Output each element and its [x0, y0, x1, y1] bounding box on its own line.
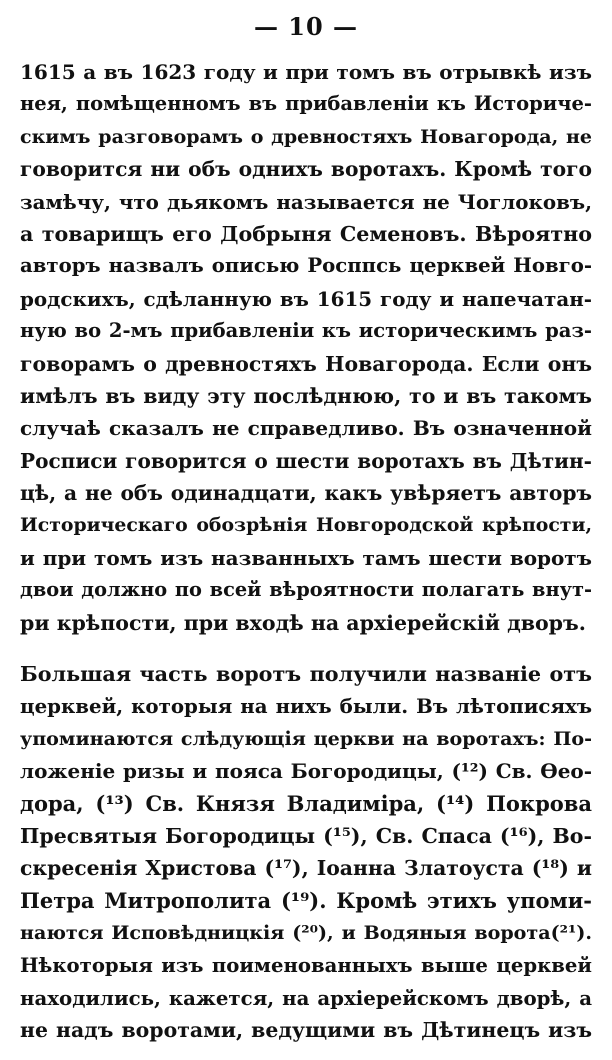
page-number: — 10 —	[253, 12, 359, 41]
paragraph-1	[20, 56, 592, 639]
text-line: цѣ, а не объ одинадцати, какъ увѣряетъ авторъ	[20, 481, 592, 506]
text-line: случаѣ сказалъ не справедливо. Въ означенной	[20, 416, 592, 441]
paragraph-2	[20, 658, 592, 1047]
text-line: имѣлъ въ виду эту послѣднюю, то и въ такомъ	[20, 383, 592, 408]
text-line: ложеніе ризы и пояса Богородицы, (¹²) Св. Ѳео-	[20, 759, 592, 784]
text-line: скимъ разговорамъ о древностяхъ Новагорода, не	[20, 125, 592, 148]
text-line: церквей, которыя на нихъ были. Въ лѣтописяхъ	[20, 694, 592, 719]
text-line: дора, (¹³) Св. Князя Владиміра, (¹⁴) Покрова	[20, 790, 592, 816]
text-line: ную во 2-мъ прибавленіи къ историческимъ раз-	[20, 319, 592, 343]
text-line: родскихъ, сдѣланную въ 1615 году и напечатан-	[20, 286, 592, 311]
text-line: Петра Митрополита (¹⁹). Кромѣ этихъ упоми-	[20, 887, 592, 913]
text-line: авторъ назвалъ описью Росппсь церквей Новго-	[20, 254, 592, 278]
text-line: Росписи говорится о шести воротахъ въ Дѣтин-	[20, 448, 592, 473]
text-line: нея, помѣщенномъ въ прибавленіи къ Историче-	[20, 92, 592, 116]
text-line: ри крѣпости, при входѣ на архіерейскій дворъ.	[20, 610, 586, 635]
text-line: 1615 а въ 1623 году и при томъ въ отрывкѣ изъ	[20, 60, 592, 84]
text-line: Пресвятыя Богородицы (¹⁵), Св. Спаса (¹⁶), Во-	[20, 823, 592, 848]
text-line: не надъ воротами, ведущими въ Дѣтинецъ изъ	[20, 1018, 592, 1043]
text-line: находились, кажется, на архіерейскомъ дворѣ, а	[20, 985, 592, 1010]
text-line: упоминаются слѣдующія церкви на воротахъ: По-	[20, 727, 592, 750]
text-line: а товарищъ его Добрыня Семеновъ. Вѣроятно	[20, 221, 592, 246]
text-line: и при томъ изъ названныхъ тамъ шести воротъ	[20, 545, 592, 570]
text-line: говорамъ о древностяхъ Новагорода. Если онъ	[20, 351, 592, 376]
text-line: Историческаго обозрѣнія Новгородской крѣпости,	[20, 514, 592, 537]
text-line: замѣчу, что дьякомъ называется не Чоглоковъ,	[20, 189, 592, 214]
text-line: наются Исповѣдницкія (²⁰), и Водяныя ворота(²¹).	[20, 922, 592, 945]
text-line: двои должно по всей вѣроятности полагать внут-	[20, 578, 592, 602]
text-line: скресенія Христова (¹⁷), Іоанна Златоуста (¹⁸) и	[20, 856, 592, 881]
text-line: Большая часть воротъ получили названіе отъ	[20, 662, 592, 686]
text-line: говорится ни объ однихъ воротахъ. Кромѣ того	[20, 157, 592, 182]
text-line: Нѣкоторыя изъ поименованныхъ выше церквей	[20, 953, 592, 977]
